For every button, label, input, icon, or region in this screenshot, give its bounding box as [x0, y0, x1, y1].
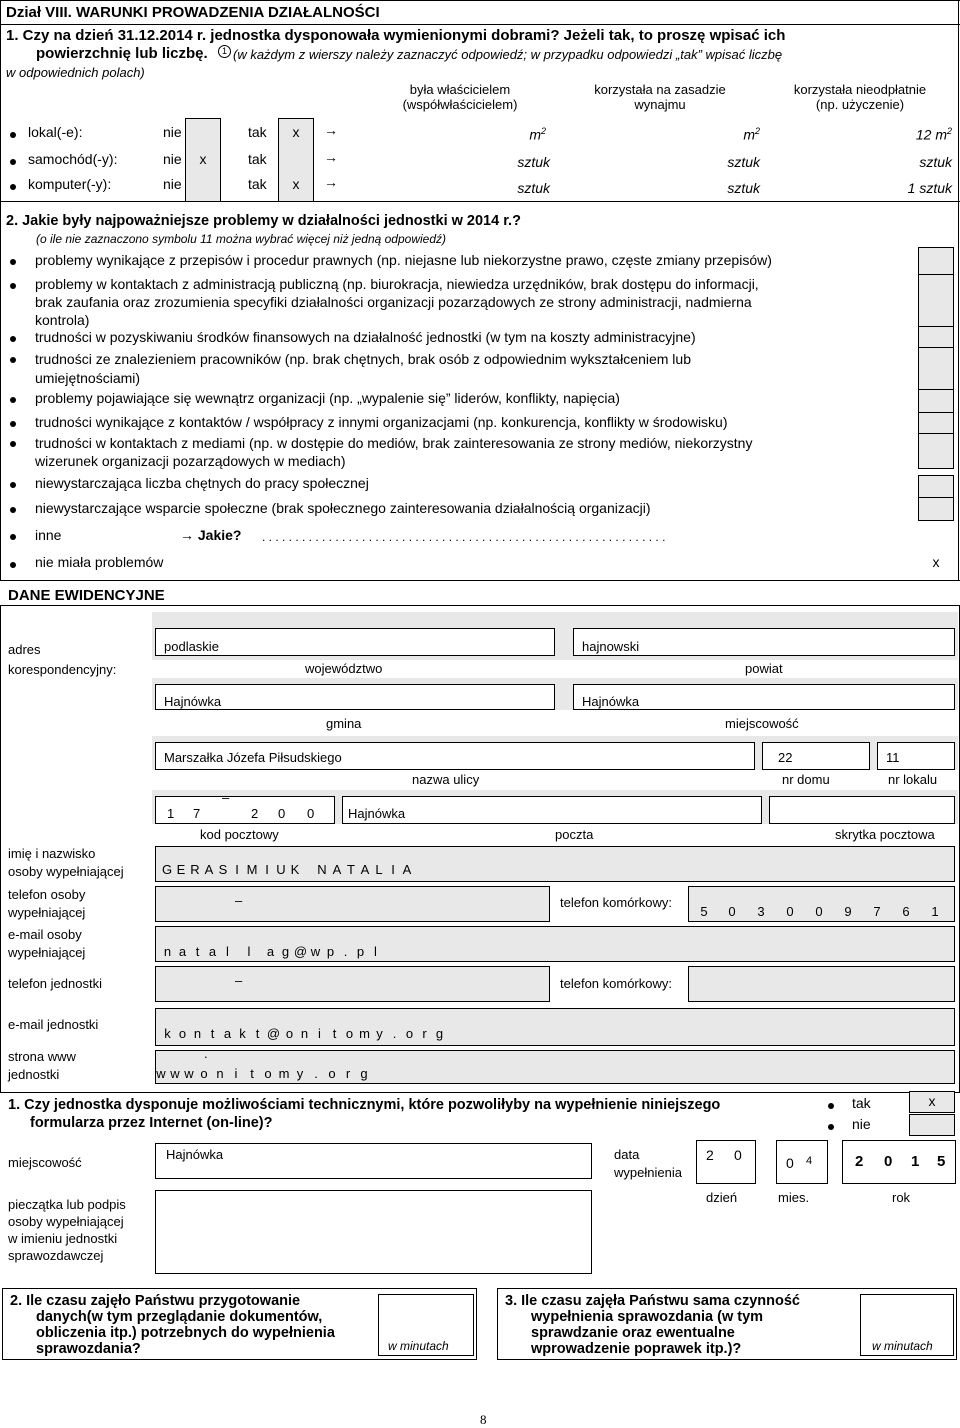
online-question: 1. Czy jednostka dysponuje możliwościami technicznymi, które pozwoliłyby na wypełnienie niniejszego formularza przez Internet (on-line)?	[8, 1097, 721, 1131]
problem-option-none[interactable]: nie miała problemów	[35, 554, 164, 570]
nie-label: nie	[163, 176, 182, 192]
street-value: Marszałka Józefa Piłsudskiego	[164, 750, 342, 765]
problem-option-7[interactable]: trudności w kontaktach z mediami (np. w dostępie do mediów, brak zainteresowania ze strony mediów, niekorzystny wizerunek organizacji pozarządowych w mediach)	[35, 435, 753, 469]
address-label: adres korespondencyjny:	[8, 642, 117, 677]
q1-note-cont: w odpowiednich polach)	[6, 65, 145, 80]
page-number: 8	[480, 1412, 487, 1427]
bullet	[10, 259, 16, 265]
day-digit: 0	[734, 1147, 742, 1163]
bullet	[10, 482, 16, 488]
asset-label-samochod: samochód(-y):	[28, 151, 118, 167]
day-field[interactable]	[696, 1140, 756, 1184]
county-value: hajnowski	[582, 639, 640, 654]
place-label: miejscowość	[8, 1155, 82, 1170]
problem-option-other[interactable]: inne	[35, 527, 62, 543]
day-digit: 2	[706, 1147, 714, 1163]
postal-digit: 0	[278, 806, 286, 821]
commune-value: Hajnówka	[164, 694, 222, 709]
post-label: poczta	[555, 827, 594, 842]
pobox-field[interactable]	[769, 796, 955, 824]
bullet	[828, 1124, 834, 1130]
town-label: miejscowość	[725, 716, 799, 731]
signature-field[interactable]	[155, 1190, 592, 1274]
unit-no-label: nr lokalu	[888, 772, 938, 787]
month-digit: 4	[806, 1155, 813, 1167]
problem-option-9[interactable]: niewystarczające wsparcie społeczne (brak społecznego zainteresowania działalnością organizacji)	[35, 500, 651, 516]
problem-option-4[interactable]: trudności ze znalezieniem pracowników (np. brak chętnych, brak osób z odpowiednim wykształceniem lub umiejętnościami)	[35, 351, 691, 386]
unit-mobile-field[interactable]	[688, 966, 955, 1002]
mobile-label: telefon komórkowy:	[560, 895, 672, 910]
time-q2-unit: w minutach	[388, 1339, 449, 1353]
bullet	[10, 184, 16, 190]
filler-name-cells: G E R A S I M I U K N A T A L I A	[161, 862, 412, 877]
pobox-label: skrytka pocztowa	[835, 827, 935, 842]
stamp-label: pieczątka lub podpis osoby wypełniającej w imieniu jednostki sprawozdawczej	[8, 1197, 126, 1263]
bullet	[10, 397, 16, 403]
phone-dash: –	[235, 973, 243, 988]
www-label: strona www jednostki	[8, 1049, 76, 1082]
voivodeship-value: podlaskie	[164, 639, 219, 654]
q1-title-cont: powierzchnię lub liczbę.	[36, 45, 208, 62]
other-prompt: → Jakie?	[180, 527, 242, 543]
postal-digit: 1	[167, 806, 175, 821]
lokal-free-value[interactable]: 12 $m^2$	[915, 126, 952, 143]
place-value: Hajnówka	[166, 1147, 224, 1162]
col-owner-header: była właścicielem (współwłaścicielem)	[402, 82, 518, 112]
filler-mobile-cells: 5 0 3 0 0 9 7 6 1	[700, 904, 939, 919]
problem-option-6[interactable]: trudności wynikające z kontaktów / współpracy z innymi organizacjami (np. konkurencja, konflikty w środowisku)	[35, 414, 728, 430]
time-q3-text: 3. Ile czasu zajęła Państwu sama czynność wypełnienia sprawozdania (w tym sprawdzanie oraz ewentualne wprowadzenie poprawek itp.)?	[505, 1293, 800, 1357]
q1-title: 1. Czy na dzień 31.12.2014 r. jednostka dysponowała wymienionymi dobrami? Jeżeli tak, to proszę wpisać ich	[6, 27, 786, 44]
bullet	[10, 441, 16, 447]
online-nie-box[interactable]	[909, 1114, 955, 1136]
year-digit: 0	[884, 1153, 893, 1170]
komputer-tak-checkbox[interactable]: x	[292, 176, 300, 192]
problems-answer-column	[918, 247, 954, 469]
postal-digit: 2	[251, 806, 259, 821]
tak-label: tak	[248, 176, 267, 192]
unit-email-label: e-mail jednostki	[8, 1017, 99, 1032]
bullet	[10, 336, 16, 342]
unit-mobile-label: telefon komórkowy:	[560, 976, 672, 991]
samochod-nie-checkbox[interactable]: x	[199, 151, 207, 167]
lokal-rent-value[interactable]: $m^2$	[743, 126, 760, 143]
info-icon: 1	[218, 45, 231, 58]
unit-phone-field[interactable]	[155, 966, 550, 1002]
date-label: data wypełnienia	[614, 1147, 682, 1180]
bullet	[10, 159, 16, 165]
arrow-icon: →	[324, 122, 338, 138]
bullet	[10, 357, 16, 363]
bullet	[10, 534, 16, 540]
q2-note: (o ile nie zaznaczono symbolu 11 można wybrać więcej niż jedną odpowiedź)	[36, 232, 446, 246]
komputer-rent-value[interactable]: sztuk	[727, 180, 760, 196]
samochod-free-value[interactable]: sztuk	[919, 154, 952, 170]
month-field[interactable]	[776, 1140, 828, 1184]
online-nie-label: nie	[852, 1116, 871, 1132]
filler-email-cells: n a t a l l a g @ w p . p l	[163, 944, 377, 959]
section-title: Dział VIII. WARUNKI PROWADZENIA DZIAŁALNOŚCI	[6, 4, 380, 21]
house-no-label: nr domu	[782, 772, 830, 787]
filler-name-label: imię i nazwisko osoby wypełniającej	[8, 846, 124, 879]
www-cells: w w w o n i t o m y . o r g	[156, 1066, 368, 1081]
month-digit: 0	[786, 1155, 794, 1171]
komputer-owner-value[interactable]: sztuk	[517, 180, 550, 196]
day-label: dzień	[706, 1190, 738, 1205]
voivodeship-label: województwo	[305, 661, 383, 676]
samochod-rent-value[interactable]: sztuk	[727, 154, 760, 170]
problem-option-2[interactable]: problemy w kontaktach z administracją publiczną (np. biurokracja, niewiedza urzędników, brak dostępu do informacji, brak zaufania oraz zrozumienia specyfiki działalności organizacji pozarządowych ze strony administracji, nadmierna kontrola)	[35, 276, 759, 328]
bullet	[10, 283, 16, 289]
year-label: rok	[892, 1190, 911, 1205]
lokal-tak-checkbox[interactable]: x	[292, 124, 300, 140]
q2-title: 2. Jakie były najpoważniejsze problemy w działalności jednostki w 2014 r.?	[6, 213, 521, 229]
house-no-value: 22	[778, 750, 793, 765]
filler-phone-field[interactable]	[155, 886, 550, 922]
online-tak-mark: x	[928, 1093, 936, 1109]
tak-label: tak	[248, 151, 267, 167]
year-digit: 1	[911, 1153, 920, 1170]
q1-note: (w każdym z wierszy należy zaznaczyć odpowiedź; w przypadku odpowiedzi „tak” wpisać liczbę	[233, 47, 783, 62]
time-q3-unit: w minutach	[872, 1339, 933, 1353]
nie-label: nie	[163, 124, 182, 140]
street-label: nazwa ulicy	[412, 772, 480, 787]
nie-label: nie	[163, 151, 182, 167]
postal-label: kod pocztowy	[200, 827, 279, 842]
bullet	[10, 421, 16, 427]
problem-option-1[interactable]: problemy wynikające z przepisów i procedur prawnych (np. niejasne lub niekorzystne prawo, częste zmiany przepisów)	[35, 252, 772, 268]
postal-digit: 7	[193, 806, 201, 821]
www-dot: .	[204, 1046, 208, 1061]
unit-phone-label: telefon jednostki	[8, 976, 102, 991]
month-label: mies.	[778, 1190, 810, 1205]
no-problems-mark[interactable]: x	[932, 554, 940, 570]
bullet	[10, 562, 16, 568]
arrow-icon: →	[324, 149, 338, 165]
other-input[interactable]: . . . . . . . . . . . . . . . . . . . . . . . . . . . . . . . . . . . . . . . . . . . . . . . . . . . . . . . . . . . . .	[262, 530, 666, 544]
postal-digit: 0	[307, 806, 315, 821]
lokal-owner-value[interactable]: $m^2$	[529, 126, 546, 143]
year-digit: 2	[855, 1153, 864, 1170]
col-rent-header: korzystała na zasadzie wynajmu	[594, 82, 726, 112]
filler-phone-label: telefon osoby wypełniającej	[8, 887, 86, 920]
town-value: Hajnówka	[582, 694, 640, 709]
problems-answer-column-2	[918, 475, 954, 521]
postal-dash: –	[222, 790, 230, 805]
bullet	[828, 1103, 834, 1109]
commune-label: gmina	[326, 716, 362, 731]
problem-option-5[interactable]: problemy pojawiające się wewnątrz organizacji (np. „wypalenie się” liderów, konflikty, napięcia)	[35, 390, 620, 406]
online-tak-label: tak	[852, 1095, 871, 1111]
time-q2-text: 2. Ile czasu zajęło Państwu przygotowanie danych(w tym przeglądanie dokumentów, obliczenia itp.) potrzebnych do wypełnienia sprawozdania?	[10, 1293, 335, 1357]
filler-email-label: e-mail osoby wypełniającej	[8, 927, 86, 960]
problem-option-8[interactable]: niewystarczająca liczba chętnych do pracy społecznej	[35, 475, 369, 491]
post-office-value: Hajnówka	[348, 806, 406, 821]
samochod-owner-value[interactable]: sztuk	[517, 154, 550, 170]
tak-label: tak	[248, 124, 267, 140]
county-label: powiat	[745, 661, 783, 676]
asset-label-lokal: lokal(-e):	[28, 124, 83, 140]
unit-email-cells: k o n t a k t @ o n i t o m y . o r g	[164, 1026, 444, 1041]
bullet	[10, 507, 16, 513]
registry-title: DANE EWIDENCYJNE	[8, 587, 165, 604]
col-free-header: korzystała nieodpłatnie (np. użyczenie)	[793, 82, 927, 112]
year-digit: 5	[937, 1153, 946, 1170]
asset-label-komputer: komputer(-y):	[28, 176, 112, 192]
unit-no-value: 11	[886, 750, 900, 765]
komputer-free-value[interactable]: 1 sztuk	[907, 180, 952, 196]
bullet	[10, 132, 16, 138]
arrow-icon: →	[324, 174, 338, 190]
problem-option-3[interactable]: trudności w pozyskiwaniu środków finansowych na działalność jednostki (w tym na koszty administracyjne)	[35, 329, 696, 345]
phone-dash: –	[235, 893, 243, 908]
